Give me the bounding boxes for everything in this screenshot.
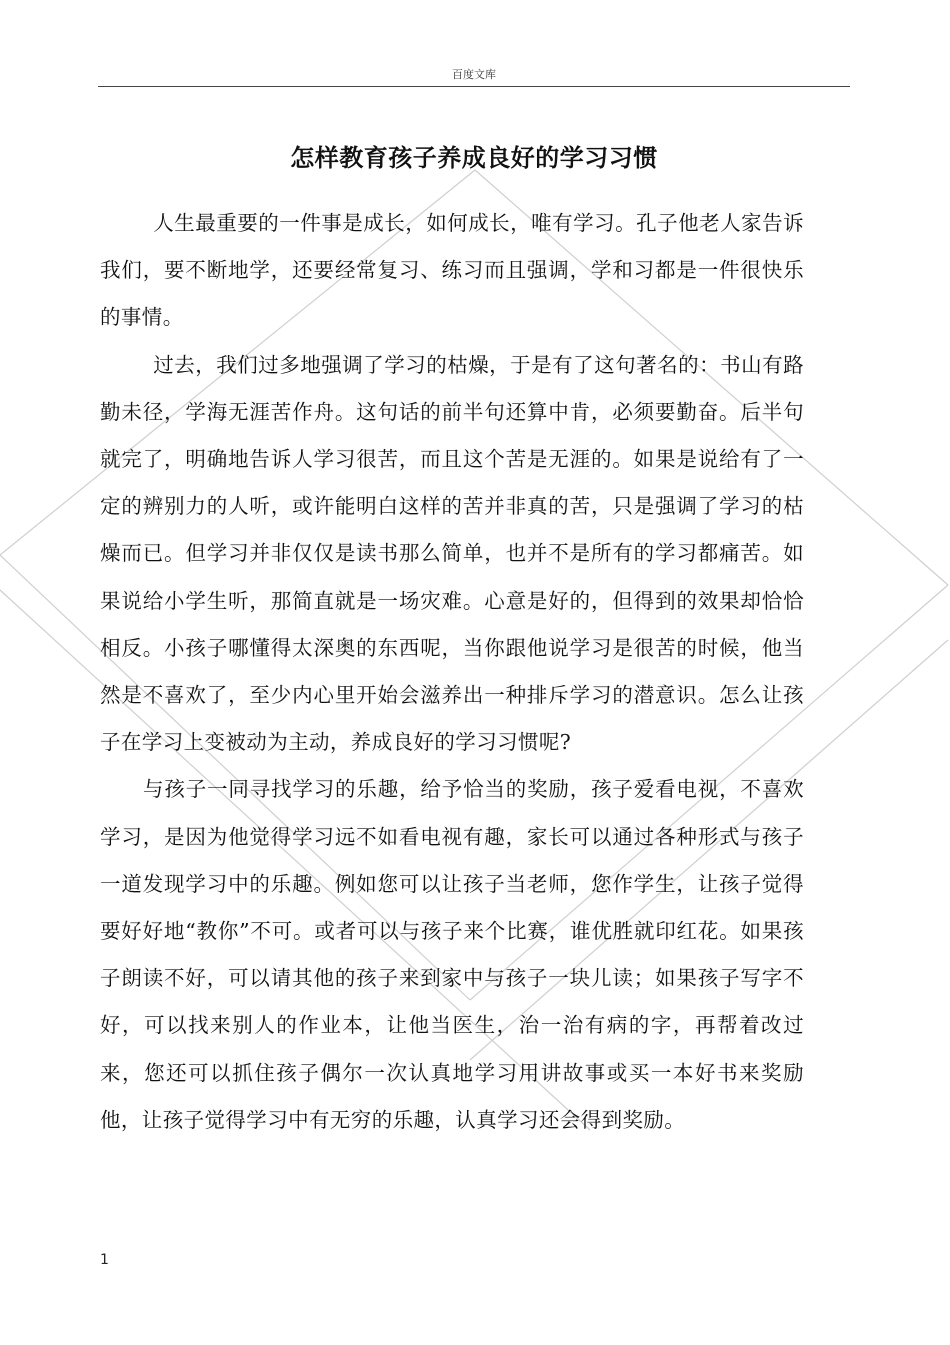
header-divider: [98, 86, 850, 87]
paragraph-1: 人生最重要的一件事是成长，如何成长，唯有学习。孔子他老人家告诉我们，要不断地学，还要经常复习、练习而且强调，学和习都是一件很快乐的事情。: [100, 211, 804, 330]
paragraph-2: 过去，我们过多地强调了学习的枯燥，于是有了这句著名的：书山有路勤未径，学海无涯苦作舟。这句话的前半句还算中肯，必须要勤奋。后半句就完了，明确地告诉人学习很苦，而且这个苦是无涯的。如果是说给有了一定的辨别力的人听，或许能明白这样的苦并非真的苦，只是强调了学习的枯燥而已。但学习并非仅仅是读书那么简单，也并不是所有的学习都痛苦。如果说给小学生听，那简直就是一场灾难。心意是好的，但得到的效果却恰恰相反。小孩子哪懂得太深奥的东西呢，当你跟他说学习是很苦的时候，他当然是不喜欢了，至少内心里开始会滋养出一种排斥学习的潜意识。怎么让孩子在学习上变被动为主动，养成良好的学习习惯呢?: [100, 352, 804, 755]
page-number: 1: [100, 1252, 109, 1268]
paragraph-3: 与孩子一同寻找学习的乐趣，给予恰当的奖励，孩子爱看电视，不喜欢学习，是因为他觉得学习远不如看电视有趣，家长可以通过各种形式与孩子一道发现学习中的乐趣。例如您可以让孩子当老师，您作学生，让孩子觉得要好好地“教你”不可。或者可以与孩子来个比赛，谁优胜就印红花。如果孩子朗读不好，可以请其他的孩子来到家中与孩子一块儿读；如果孩子写字不好，可以找来别人的作业本，让他当医生，治一治有病的字，再帮着改过来，您还可以抓住孩子偶尔一次认真地学习用讲故事或买一本好书来奖励他，让孩子觉得学习中有无穷的乐趣，认真学习还会得到奖励。: [100, 777, 804, 1132]
page-header: 百度文库: [452, 68, 496, 81]
document-body: [100, 200, 804, 1144]
document-title: 怎样教育孩子养成良好的学习习惯: [290, 143, 658, 173]
